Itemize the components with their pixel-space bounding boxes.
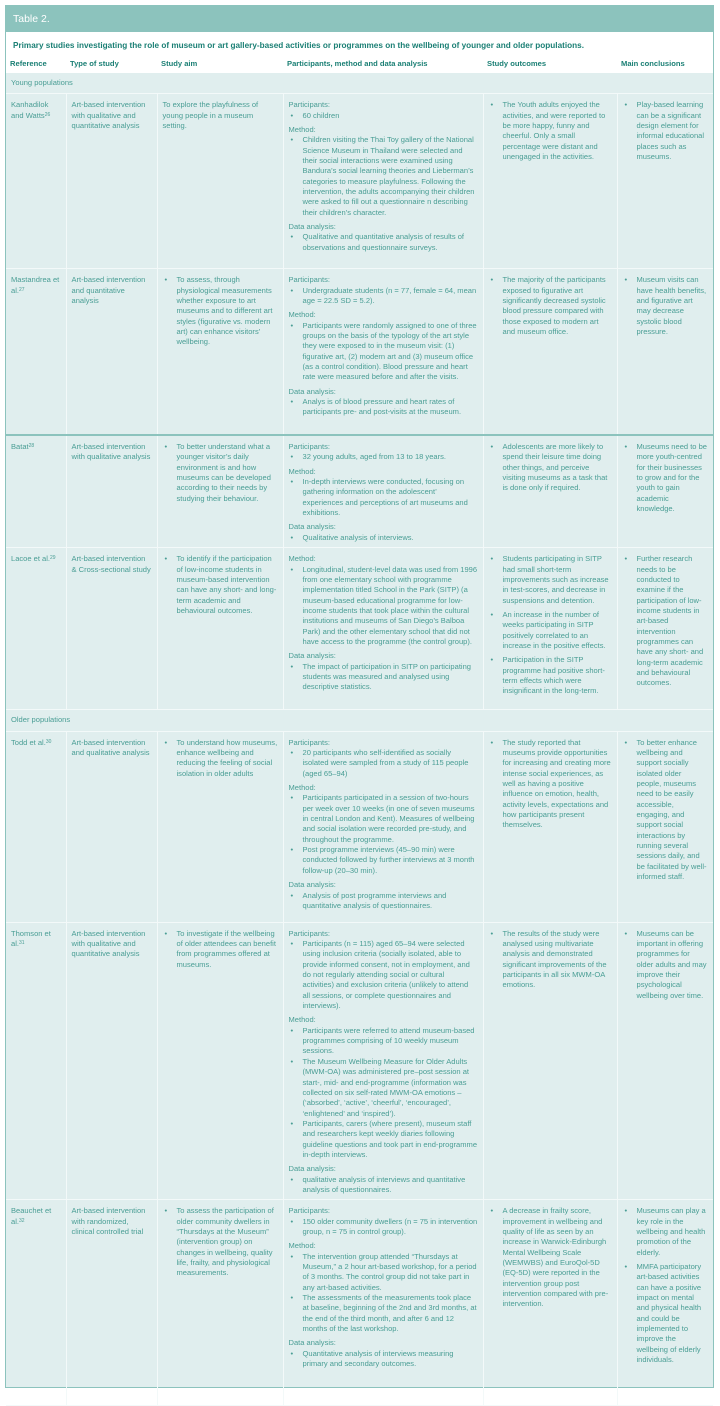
col-header-conclusions: Main conclusions bbox=[617, 55, 713, 73]
list-item: • Students participating in SITP had small short-term improvements such as increase in test-scores, and decrease in suspensions and detention. bbox=[503, 554, 612, 606]
aim-list bbox=[163, 442, 278, 504]
study-aim-cell bbox=[157, 435, 283, 548]
list-item: • Analysis of post programme interviews and quantitative analysis of questionnaires. bbox=[303, 891, 478, 912]
aim-list bbox=[163, 554, 278, 616]
conclusions-list bbox=[623, 275, 709, 337]
list-item: • Participation in the SITP programme had positive short-term effects which were insignificant in the long-term. bbox=[503, 655, 612, 696]
table-row bbox=[6, 94, 713, 269]
table-row bbox=[6, 731, 713, 922]
list-item: • To assess, through physiological measurements whether exposure to art museums and to different art styles (figurative vs. modern art) can enhance visitors’ wellbeing. bbox=[177, 275, 278, 347]
outcomes-list bbox=[489, 738, 612, 831]
reference-text: Kanhadilok and Watts bbox=[11, 100, 49, 120]
list-item: • Children visiting the Thai Toy gallery of the National Science Museum in Thailand were selected and their social interactions were examined using Bandura’s social learning theories and Lieberman’s categories to measure playfulness. Following the intervention, the adults accompanying their children were asked to fill out a questionnaire n describing their children’s character. bbox=[303, 135, 478, 218]
section-items bbox=[289, 452, 478, 462]
section-label: Method: bbox=[288, 554, 316, 564]
header-row bbox=[6, 55, 713, 73]
outcomes-cell bbox=[483, 269, 617, 435]
outcomes-list bbox=[489, 100, 612, 162]
list-item: • To better understand what a younger visitor’s daily environment is and how museums can be developed according to their needs by studying their behaviour. bbox=[177, 442, 278, 504]
study-aim-cell bbox=[157, 922, 283, 1200]
section-items bbox=[289, 232, 478, 253]
list-item: • The assessments of the measurements took place at baseline, beginning of the 2nd and 3rd months, at the end of the third month, and after 6 and 12 months of the last workshop. bbox=[303, 1293, 478, 1334]
aim-list bbox=[163, 1206, 278, 1278]
study-aim-cell bbox=[157, 269, 283, 435]
conclusions-cell bbox=[617, 548, 713, 710]
col-header-reference: Reference bbox=[6, 55, 66, 73]
section-label: Data analysis: bbox=[288, 522, 336, 532]
list-item: • Play-based learning can be a significant design element for informal educational places such as museums. bbox=[637, 100, 709, 162]
section-label: Data analysis: bbox=[288, 386, 336, 396]
conclusions-cell bbox=[617, 731, 713, 922]
section-items bbox=[289, 477, 478, 518]
studies-table bbox=[6, 55, 713, 1406]
table-frame bbox=[5, 5, 714, 1388]
list-item: • Museums can be important in offering programmes for older adults and may improve their psychological wellbeing over time. bbox=[637, 929, 709, 1001]
reference-number: 27 bbox=[18, 286, 25, 293]
reference-number: 30 bbox=[45, 738, 52, 745]
section-items bbox=[289, 286, 478, 307]
section-label: Data analysis: bbox=[288, 1164, 336, 1174]
list-item: • Participants, carers (where present), museum staff and researchers kept weekly diaries following guideline questions and took part in end-programme in-depth interviews. bbox=[303, 1119, 478, 1160]
reference-number: 29 bbox=[50, 555, 56, 562]
reference-text: Todd et al. bbox=[11, 737, 46, 747]
group-label: Older populations bbox=[6, 710, 713, 731]
participants-method-cell bbox=[283, 1200, 483, 1406]
conclusions-cell bbox=[617, 435, 713, 548]
section-items bbox=[289, 793, 478, 876]
study-type-cell: Art-based intervention with qualitative and quantitative analysis bbox=[66, 94, 157, 269]
study-type-cell: Art-based intervention and quantitative analysis bbox=[66, 269, 157, 435]
aim-list bbox=[163, 738, 278, 779]
group-label: Young populations bbox=[6, 73, 713, 94]
list-item: • Qualitative and quantitative analysis of results of observations and questionnaire surveys. bbox=[303, 232, 478, 253]
list-item: • Participants were referred to attend museum-based programmes comprising of 10 weekly museum sessions. bbox=[303, 1026, 478, 1057]
section-items bbox=[289, 1175, 478, 1196]
section-items bbox=[289, 397, 478, 418]
list-item: • The Museum Wellbeing Measure for Older Adults (MWM-OA) was administered pre–post session at start-, mid- and end-programme (information was collected on six self-rated MWM-OA emotions – (‘absorbed’, ‘active’, ‘cheerful’, ‘encouraged’, ‘enlightened’ and ‘inspired’). bbox=[303, 1057, 478, 1119]
list-item: • 20 participants who self-identified as socially isolated were sampled from a study of 115 people (aged 65–94) bbox=[303, 748, 478, 779]
section-label: Data analysis: bbox=[288, 651, 336, 661]
section-label: Participants: bbox=[288, 737, 331, 747]
conclusions-list bbox=[623, 442, 709, 514]
section-label: Participants: bbox=[288, 928, 331, 938]
reference-cell bbox=[6, 435, 66, 548]
col-header-type: Type of study bbox=[66, 55, 157, 73]
section-items bbox=[289, 1026, 478, 1160]
list-item: • Post programme interviews (45–90 min) were conducted followed by further interviews at 3 month follow-up (20–30 min). bbox=[303, 845, 478, 876]
outcomes-cell bbox=[483, 435, 617, 548]
list-item: • Undergraduate students (n = 77, female = 64, mean age = 22.5 SD = 5.2). bbox=[303, 286, 478, 307]
list-item: • 60 children bbox=[303, 111, 478, 121]
list-item: • The results of the study were analysed using multivariate analysis and demonstrated significant improvements of the participants in all six MWM-OA emotions. bbox=[503, 929, 612, 991]
section-label: Data analysis: bbox=[288, 880, 336, 890]
section-items bbox=[289, 565, 478, 648]
reference-text: Beauchet et al. bbox=[11, 1206, 52, 1226]
reference-cell bbox=[6, 94, 66, 269]
conclusions-cell bbox=[617, 269, 713, 435]
list-item: • In-depth interviews were conducted, focusing on gathering information on the adolescent’ experiences and perceptions of art museums and exhibitions. bbox=[303, 477, 478, 518]
participants-method-cell bbox=[283, 922, 483, 1200]
list-item: • 32 young adults, aged from 13 to 18 years. bbox=[303, 452, 478, 462]
section-items bbox=[289, 533, 478, 543]
table-row bbox=[6, 269, 713, 435]
outcomes-cell bbox=[483, 94, 617, 269]
list-item: • Museums need to be more youth-centred for their businesses to grow and for the youth to gain academic knowledge. bbox=[637, 442, 709, 514]
aim-text: To explore the playfulness of young people in a museum setting. bbox=[162, 100, 259, 131]
section-items bbox=[289, 939, 478, 1011]
list-item: • To assess the participation of older community dwellers in “Thursdays at the Museum” (intervention group) on changes in wellbeing, quality life, frailty, and physiological measurements. bbox=[177, 1206, 278, 1278]
list-item: • Participants participated in a session of two-hours per week over 10 weeks (in one of seven museums in central London and Kent). Measures of wellbeing and social isolation were recorded pre-study, and throughout the programme. bbox=[303, 793, 478, 845]
col-header-outcomes: Study outcomes bbox=[483, 55, 617, 73]
section-items bbox=[289, 1349, 478, 1370]
col-header-aim: Study aim bbox=[157, 55, 283, 73]
list-item: • 150 older community dwellers (n = 75 in intervention group, n = 75 in control group). bbox=[303, 1217, 478, 1238]
list-item: • Qualitative analysis of interviews. bbox=[303, 533, 478, 543]
outcomes-list bbox=[489, 275, 612, 337]
reference-number: 26 bbox=[44, 111, 51, 118]
list-item: • A decrease in frailty score, improvement in wellbeing and quality of life as seen by an increase in Warwick-Edinburgh Mental Wellbeing Scale (WEMWBS) and EuroQol-5D (EQ-5D) were reported in the intervention group post intervention compared with pre-intervention. bbox=[503, 1206, 612, 1309]
reference-cell bbox=[6, 548, 66, 710]
list-item: • An increase in the number of weeks participating in SITP positively correlated to an increase in the positive effects. bbox=[503, 610, 612, 651]
reference-number: 32 bbox=[18, 1217, 25, 1224]
list-item: • qualitative analysis of interviews and quantitative analysis of questionnaires. bbox=[303, 1175, 478, 1196]
outcomes-cell bbox=[483, 548, 617, 710]
study-type-cell: Art-based intervention & Cross-sectional study bbox=[66, 548, 157, 710]
outcomes-list bbox=[489, 1206, 612, 1309]
list-item: • Longitudinal, student-level data was used from 1996 from one elementary school with programme implementation titled School in the Park (SITP) (a museum-based educational programme for low-income students that took place within the cultural institutions and museums of San Diego’s Balboa Park) and the other elementary school that did not have access to the programme (the control group). bbox=[303, 565, 478, 648]
conclusions-cell bbox=[617, 922, 713, 1200]
reference-cell bbox=[6, 731, 66, 922]
aim-list bbox=[163, 275, 278, 347]
reference-text: Lacoe et al. bbox=[11, 554, 51, 564]
section-items bbox=[289, 135, 478, 218]
reference-number: 31 bbox=[18, 940, 25, 947]
reference-number: 28 bbox=[28, 442, 35, 449]
list-item: • The impact of participation in SITP on participating students was measured and analysed using descriptive statistics. bbox=[303, 662, 478, 693]
list-item: • Adolescents are more likely to spend their leisure time doing other things, and perceive visiting museums as a task that is done only if required. bbox=[503, 442, 612, 494]
section-label: Participants: bbox=[288, 441, 331, 451]
section-label: Data analysis: bbox=[288, 1338, 336, 1348]
participants-method-cell bbox=[283, 269, 483, 435]
study-type-cell: Art-based intervention with qualitative and quantitative analysis bbox=[66, 922, 157, 1200]
conclusions-list bbox=[623, 1206, 709, 1365]
outcomes-list bbox=[489, 929, 612, 991]
section-label: Participants: bbox=[288, 1206, 331, 1216]
outcomes-cell bbox=[483, 922, 617, 1200]
participants-method-cell bbox=[283, 94, 483, 269]
group-row bbox=[6, 710, 713, 731]
outcomes-list bbox=[489, 442, 612, 494]
section-items bbox=[289, 891, 478, 912]
study-aim-cell bbox=[157, 731, 283, 922]
section-label: Participants: bbox=[288, 275, 331, 285]
reference-cell bbox=[6, 1200, 66, 1406]
aim-list bbox=[163, 929, 278, 970]
list-item: • The intervention group attended “Thursdays at Museum,” a 2 hour art-based workshop, for a period of 3 months. The control group did not take part in any art-based activities. bbox=[303, 1252, 478, 1293]
conclusions-list bbox=[623, 100, 709, 162]
reference-cell bbox=[6, 269, 66, 435]
group-row bbox=[6, 73, 713, 94]
table-caption: Primary studies investigating the role of museum or art gallery-based activities or programmes on the wellbeing of younger and older populations. bbox=[6, 32, 713, 55]
section-label: Method: bbox=[288, 125, 316, 135]
section-label: Data analysis: bbox=[288, 222, 336, 232]
study-aim-cell bbox=[157, 1200, 283, 1406]
table-label: Table 2. bbox=[6, 6, 713, 32]
outcomes-list bbox=[489, 554, 612, 696]
list-item: • Participants were randomly assigned to one of three groups on the basis of the typology of the art style they were exposed to in the museum visit: (1) figurative art, (2) modern art and (3) museum office (as a control condition). Blood pressure and heart rate were measured before and after the visits. bbox=[303, 321, 478, 383]
conclusions-list bbox=[623, 929, 709, 1001]
col-header-participants: Participants, method and data analysis bbox=[283, 55, 483, 73]
conclusions-list bbox=[623, 738, 709, 883]
reference-cell bbox=[6, 922, 66, 1200]
section-label: Method: bbox=[288, 1015, 316, 1025]
list-item: • Further research needs to be conducted to examine if the participation of low-income students in art-based intervention programmes can have any short- and long-term academic and behavioural outcomes. bbox=[637, 554, 709, 688]
list-item: • To understand how museums, enhance wellbeing and reducing the feeling of social isolation in older adults bbox=[177, 738, 278, 779]
outcomes-cell bbox=[483, 731, 617, 922]
study-aim-cell bbox=[157, 548, 283, 710]
participants-method-cell bbox=[283, 435, 483, 548]
reference-text: Thomson et al. bbox=[11, 928, 51, 949]
section-label: Method: bbox=[288, 1241, 316, 1251]
section-label: Method: bbox=[288, 310, 316, 320]
participants-method-cell bbox=[283, 731, 483, 922]
list-item: • To identify if the participation of low-income students in museum-based intervention can have any short- and long-term academic and behavioural outcomes. bbox=[177, 554, 278, 616]
section-items bbox=[289, 748, 478, 779]
list-item: • Quantitative analysis of interviews measuring primary and secondary outcomes. bbox=[303, 1349, 478, 1370]
study-type-cell: Art-based intervention with randomized, clinical controlled trial bbox=[66, 1200, 157, 1406]
conclusions-cell bbox=[617, 94, 713, 269]
reference-text: Mastandrea et al. bbox=[11, 275, 60, 295]
section-label: Participants: bbox=[288, 100, 331, 110]
list-item: • To investigate if the wellbeing of older attendees can benefit from programmes offered at museums. bbox=[177, 929, 278, 970]
section-items bbox=[289, 1252, 478, 1335]
table-row bbox=[6, 435, 713, 548]
section-items bbox=[289, 662, 478, 693]
table-row bbox=[6, 548, 713, 710]
list-item: • Museum visits can have health benefits, and figurative art may decrease systolic blood pressure. bbox=[637, 275, 709, 337]
table-row bbox=[6, 922, 713, 1200]
section-items bbox=[289, 1217, 478, 1238]
list-item: • The study reported that museums provide opportunities for increasing and creating more intense social experiences, as well as having a positive influence on emotion, health, activity levels, expectations and how participants present themselves. bbox=[503, 738, 612, 831]
table-row bbox=[6, 1200, 713, 1406]
list-item: • Museums can play a key role in the wellbeing and health promotion of the elderly. bbox=[637, 1206, 709, 1258]
list-item: • Participants (n = 115) aged 65–94 were selected using inclusion criteria (socially isolated, able to provide informed consent, not in employment, and do not regularly attending social or cultural activities) and exclusion criteria (unlikely to attend all sessions, or complete questionnaires and interviews). bbox=[303, 939, 478, 1011]
reference-text: Batat bbox=[11, 441, 29, 451]
conclusions-list bbox=[623, 554, 709, 688]
conclusions-cell bbox=[617, 1200, 713, 1406]
outcomes-cell bbox=[483, 1200, 617, 1406]
list-item: • To better enhance wellbeing and support socially isolated older people, museums need to be easily accessible, engaging, and support social interactions by running several sessions daily, and be facilitated by well-informed staff. bbox=[637, 738, 709, 883]
section-label: Method: bbox=[288, 783, 316, 793]
list-item: • The Youth adults enjoyed the activities, and were reported to be more happy, funny and cheerful. Only a small percentage were distant and unengaged in the activities. bbox=[503, 100, 612, 162]
list-item: • Analys is of blood pressure and heart rates of participants pre- and post-visits at the museum. bbox=[303, 397, 478, 418]
participants-method-cell bbox=[283, 548, 483, 710]
list-item: • The majority of the participants exposed to figurative art significantly decreased systolic blood pressure compared with those exposed to modern art and museum office. bbox=[503, 275, 612, 337]
section-label: Method: bbox=[288, 466, 316, 476]
section-items bbox=[289, 111, 478, 121]
study-type-cell: Art-based intervention with qualitative analysis bbox=[66, 435, 157, 548]
list-item: • MMFA participatory art-based activities can have a positive impact on mental and physical health and could be implemented to improve the wellbeing of elderly individuals. bbox=[637, 1262, 709, 1365]
study-type-cell: Art-based intervention and qualitative analysis bbox=[66, 731, 157, 922]
section-items bbox=[289, 321, 478, 383]
study-aim-cell bbox=[157, 94, 283, 269]
